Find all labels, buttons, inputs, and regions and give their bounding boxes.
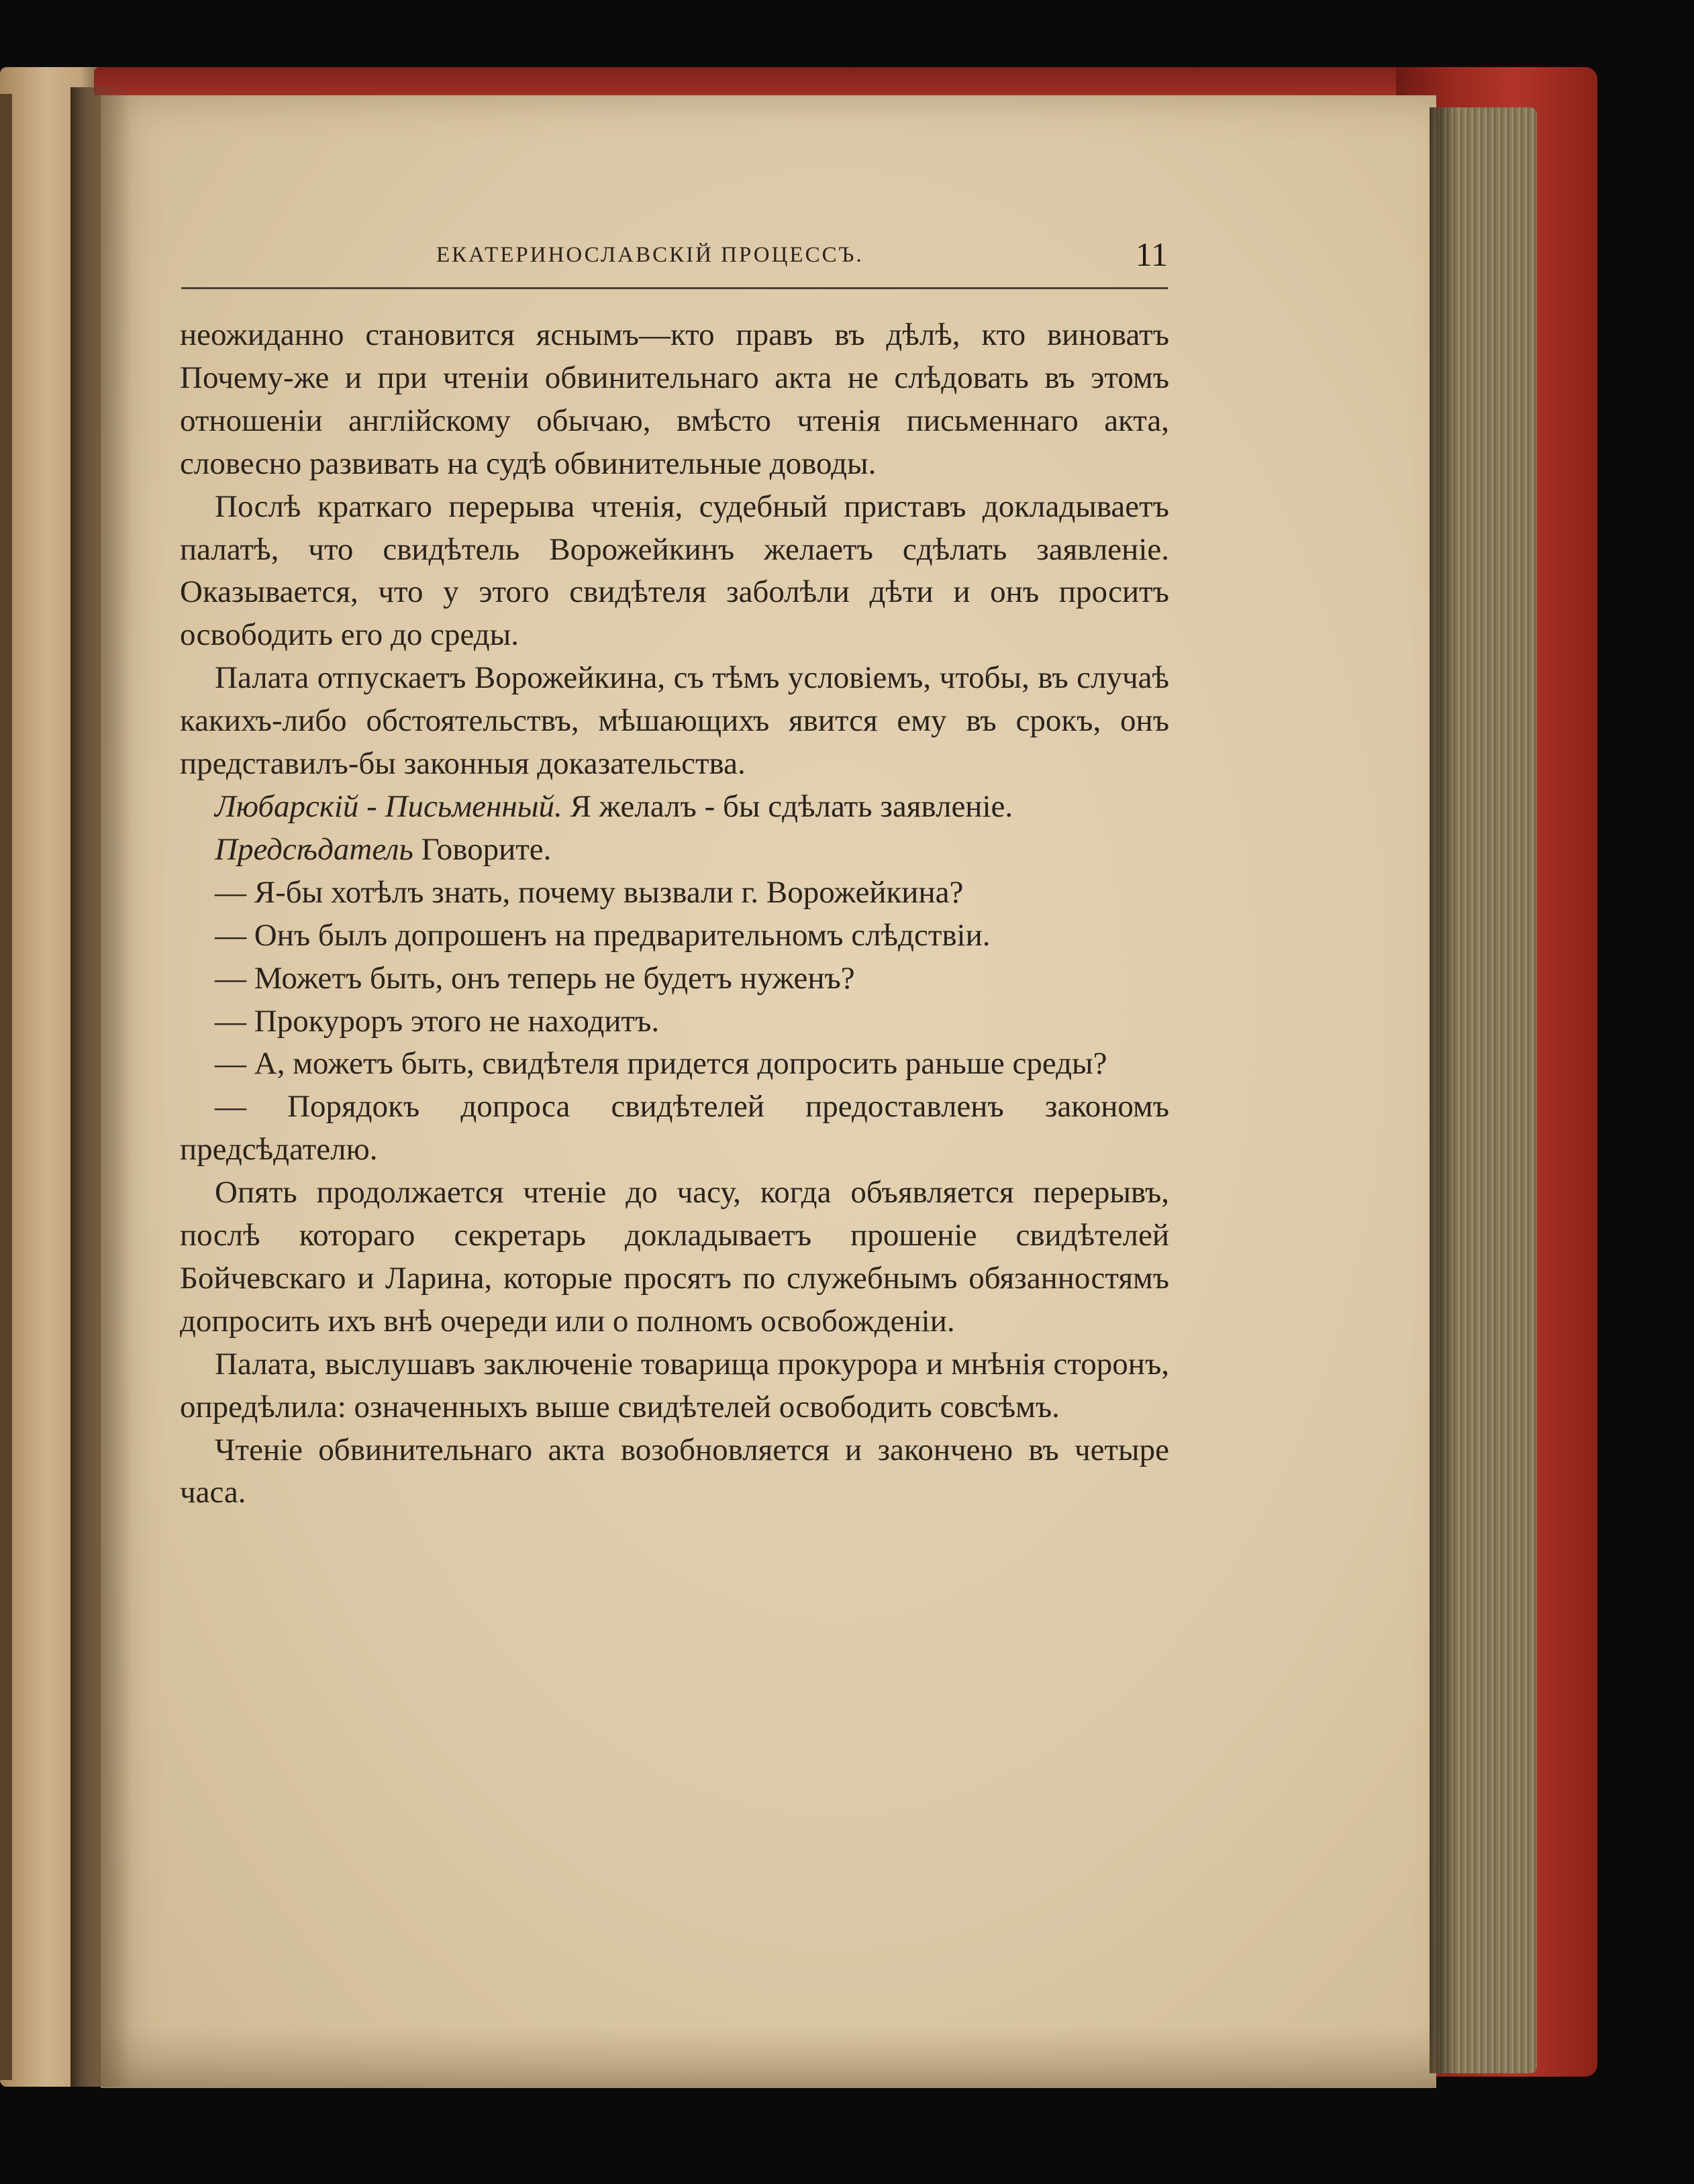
- paragraph-text: — Прокуроръ этого не находитъ.: [215, 1003, 660, 1039]
- page-edge-shadow: [1430, 107, 1456, 2073]
- paragraph-text: Палата, выслушавъ заключеніе товарища прокурора и мнѣнія сторонъ, опредѣлила: означенныхъ выше свидѣтелей освободить совсѣмъ.: [180, 1346, 1169, 1424]
- book-cover-top: [94, 67, 1597, 95]
- paragraph-text: Говорите.: [421, 831, 552, 867]
- paragraph: [180, 786, 1169, 829]
- page-bottom-shade: [101, 2026, 1436, 2088]
- paragraph: [180, 1086, 1169, 1172]
- paragraph-text: Опять продолжается чтеніе до часу, когда объявляется перерывъ, послѣ котораго секретарь докладываетъ прошеніе свидѣтелей Бойчевскаго и Ларина, которые просятъ по служебнымъ обязанностямъ допросить ихъ внѣ очереди или о полномъ освобожденіи.: [180, 1175, 1169, 1339]
- body-text: [180, 314, 1169, 1514]
- speaker-name: Любарскій - Письменный.: [215, 788, 562, 824]
- paragraph: [180, 1000, 1169, 1043]
- paragraph-text: Послѣ краткаго перерыва чтенія, судебный приставъ докладываетъ палатѣ, что свидѣтель Ворожейкинъ желаетъ сдѣлать заявленіе. Оказывается, что у этого свидѣтеля заболѣли дѣти и онъ проситъ освободить его до среды.: [180, 488, 1169, 653]
- paragraph-text: Палата отпускаетъ Ворожейкина, съ тѣмъ условіемъ, чтобы, въ случаѣ какихъ-либо обстоятельствъ, мѣшающихъ явится ему въ срокъ, онъ представилъ-бы законныя доказательства.: [180, 660, 1169, 782]
- paragraph: [180, 872, 1169, 915]
- running-header: [181, 235, 1168, 289]
- paragraph: [180, 829, 1169, 872]
- paragraph-text: Чтеніе обвинительнаго акта возобновляется и закончено въ четыре часа.: [180, 1432, 1169, 1510]
- paragraph-text: — Порядокъ допроса свидѣтелей предоставленъ закономъ предсѣдателю.: [180, 1089, 1169, 1167]
- gutter-shadow: [70, 87, 131, 2087]
- paragraph: [180, 915, 1169, 957]
- paragraph: [180, 1043, 1169, 1086]
- paragraph: [180, 957, 1169, 1000]
- speaker-name: Предсѣдатель: [215, 831, 413, 867]
- page-number: 11: [1135, 236, 1168, 273]
- paragraph-text: — Можетъ быть, онъ теперь не будетъ нуженъ?: [215, 960, 855, 996]
- paragraph: [180, 1172, 1169, 1343]
- paragraph: [180, 314, 1169, 486]
- paragraph: [180, 657, 1169, 786]
- paragraph-text: — А, можетъ быть, свидѣтеля придется допросить раньше среды?: [215, 1046, 1107, 1082]
- paragraph: [180, 1429, 1169, 1515]
- paragraph-text: Я желалъ - бы сдѣлать заявленіе.: [570, 788, 1013, 824]
- paragraph-text: неожиданно становится яснымъ—кто правъ въ дѣлѣ, кто виноватъ Почему-же и при чтеніи обвинительнаго акта не слѣдовать въ этомъ отношеніи англійскому обычаю, вмѣсто чтенія письменнаго акта, словесно развивать на судѣ обвинительные доводы.: [180, 317, 1169, 481]
- paragraph-text: — Онъ былъ допрошенъ на предварительномъ слѣдствіи.: [215, 917, 991, 953]
- paragraph: [180, 1343, 1169, 1429]
- header-rule: [181, 287, 1168, 289]
- left-page-shadow: [0, 94, 12, 2080]
- paragraph: [180, 486, 1169, 658]
- running-title: ЕКАТЕРИНОСЛАВСКІЙ ПРОЦЕССЪ.: [436, 243, 864, 267]
- paragraph-text: — Я-бы хотѣлъ знать, почему вызвали г. Ворожейкина?: [215, 874, 964, 910]
